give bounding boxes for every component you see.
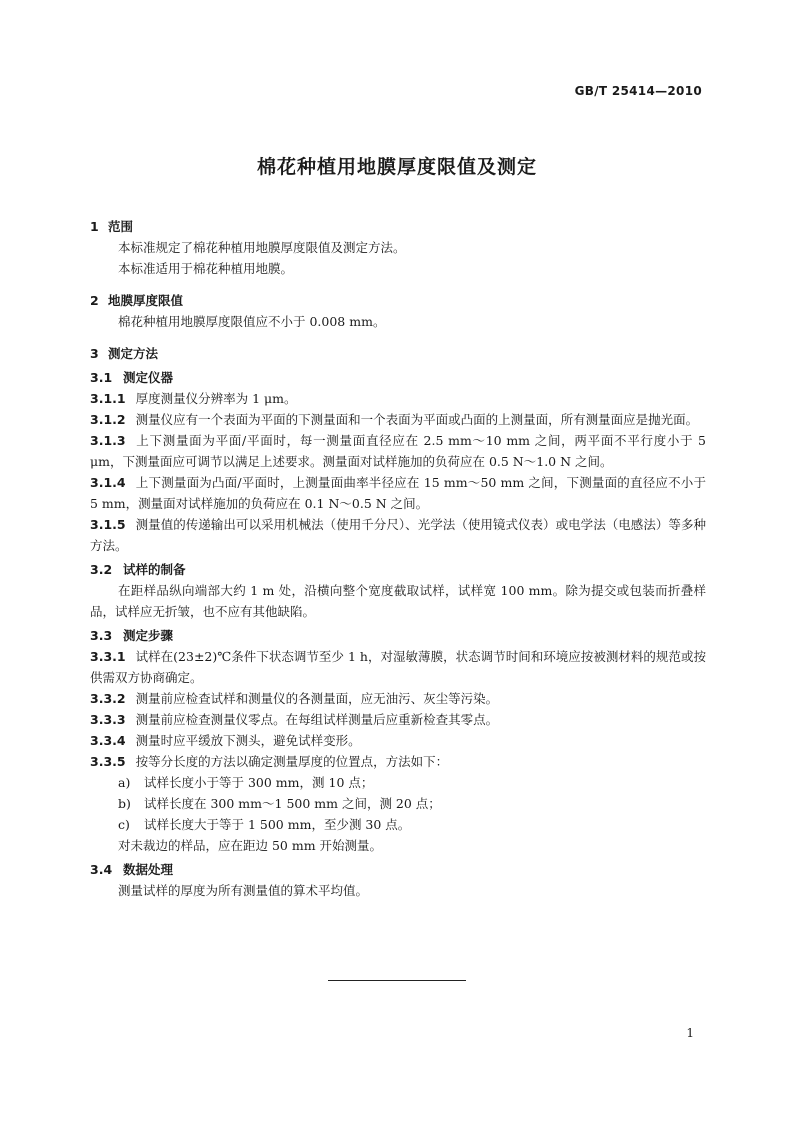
paragraph: 在距样品纵向端部大约 1 m 处，沿横向整个宽度截取试样，试样宽 100 mm。除为提交或包装而折叠样品，试样应无折皱，也不应有其他缺陷。 — [90, 583, 706, 619]
clause-3-3-3 — [90, 709, 706, 730]
list-item — [90, 814, 706, 835]
section-2-heading — [90, 290, 706, 311]
subsection-number: 3.1 — [90, 370, 113, 385]
clause-3-3-5 — [90, 751, 706, 772]
clause-number: 3.3.1 — [90, 649, 126, 664]
clause-3-3-2 — [90, 688, 706, 709]
clause-text: 测量前应检查测量仪零点。在每组试样测量后应重新检查其零点。 — [135, 712, 499, 727]
clause-number: 3.3.3 — [90, 712, 126, 727]
subsection-3-1-heading — [90, 367, 706, 388]
clause-3-3-1 — [90, 646, 706, 688]
subsection-3-2-heading — [90, 559, 706, 580]
section-number: 1 — [90, 219, 99, 234]
standard-code: GB/T 25414—2010 — [574, 84, 702, 98]
clause-text: 测量仪应有一个表面为平面的下测量面和一个表面为平面或凸面的上测量面，所有测量面应是抛光面。 — [135, 412, 699, 427]
subsection-3-4-heading — [90, 859, 706, 880]
subsection-3-3-heading — [90, 625, 706, 646]
clause-number: 3.1.3 — [90, 433, 126, 448]
clause-text: 厚度测量仪分辨率为 1 μm。 — [135, 391, 297, 406]
paragraph: 棉花种植用地膜厚度限值应不小于 0.008 mm。 — [118, 314, 386, 329]
document-title: 棉花种植用地膜厚度限值及测定 — [256, 156, 537, 178]
paragraph: 测量试样的厚度为所有测量值的算术平均值。 — [118, 883, 369, 898]
page-number: 1 — [686, 1026, 694, 1040]
clause-number: 3.1.4 — [90, 475, 126, 490]
list-item-text: 试样长度在 300 mm～1 500 mm 之间，测 20 点； — [144, 796, 441, 811]
clause-number: 3.3.4 — [90, 733, 126, 748]
subsection-title: 试样的制备 — [123, 562, 186, 577]
clause-text: 按等分长度的方法以确定测量厚度的位置点，方法如下： — [135, 754, 449, 769]
list-item-text: 试样长度小于等于 300 mm，测 10 点； — [144, 775, 374, 790]
subsection-number: 3.3 — [90, 628, 113, 643]
document-body — [90, 216, 706, 901]
section-title: 地膜厚度限值 — [108, 293, 184, 308]
subsection-number: 3.2 — [90, 562, 113, 577]
section-title: 测定方法 — [108, 346, 159, 361]
list-item — [90, 772, 706, 793]
clause-number: 3.3.2 — [90, 691, 126, 706]
clause-number: 3.1.2 — [90, 412, 126, 427]
section-1-heading — [90, 216, 706, 237]
subsection-number: 3.4 — [90, 862, 113, 877]
list-marker: a) — [118, 775, 131, 790]
clause-number: 3.1.1 — [90, 391, 126, 406]
list-marker: b) — [118, 796, 131, 811]
paragraph: 本标准适用于棉花种植用地膜。 — [118, 261, 294, 276]
clause-3-1-4 — [90, 472, 706, 514]
clause-3-1-3 — [90, 430, 706, 472]
list-item-text: 试样长度大于等于 1 500 mm，至少测 30 点。 — [144, 817, 411, 832]
clause-text: 上下测量面为凸面/平面时，上测量面曲率半径应在 15 mm～50 mm 之间，下测量面的直径应不小于 5 mm，测量面对试样施加的负荷应在 0.1 N～0.5 N 之间。 — [90, 475, 706, 511]
subsection-title: 数据处理 — [123, 862, 174, 877]
list-marker: c) — [118, 817, 130, 832]
clause-text: 上下测量面为平面/平面时，每一测量面直径应在 2.5 mm～10 mm 之间，两平面不平行度小于 5 μm，下测量面应可调节以满足上述要求。测量面对试样施加的负荷应在 0.5 N～1.0 N 之间。 — [90, 433, 706, 469]
subsection-title: 测定仪器 — [123, 370, 174, 385]
clause-text: 测量时应平缓放下测头，避免试样变形。 — [135, 733, 361, 748]
clause-text: 测量前应检查试样和测量仪的各测量面，应无油污、灰尘等污染。 — [135, 691, 499, 706]
list-item — [90, 793, 706, 814]
clause-3-1-1 — [90, 388, 706, 409]
clause-3-1-5 — [90, 514, 706, 556]
section-title: 范围 — [108, 219, 134, 234]
clause-number: 3.1.5 — [90, 517, 126, 532]
paragraph: 对未裁边的样品，应在距边 50 mm 开始测量。 — [118, 838, 383, 853]
end-rule — [328, 980, 466, 981]
clause-number: 3.3.5 — [90, 754, 126, 769]
clause-text: 试样在(23±2)℃条件下状态调节至少 1 h，对湿敏薄膜，状态调节时间和环境应按被测材料的规范或按供需双方协商确定。 — [90, 649, 706, 685]
clause-text: 测量值的传递输出可以采用机械法（使用千分尺）、光学法（使用镜式仪表）或电学法（电感法）等多种方法。 — [90, 517, 706, 553]
subsection-title: 测定步骤 — [123, 628, 174, 643]
section-number: 2 — [90, 293, 99, 308]
section-3-heading — [90, 343, 706, 364]
clause-3-1-2 — [90, 409, 706, 430]
paragraph: 本标准规定了棉花种植用地膜厚度限值及测定方法。 — [118, 240, 406, 255]
section-number: 3 — [90, 346, 99, 361]
clause-3-3-4 — [90, 730, 706, 751]
